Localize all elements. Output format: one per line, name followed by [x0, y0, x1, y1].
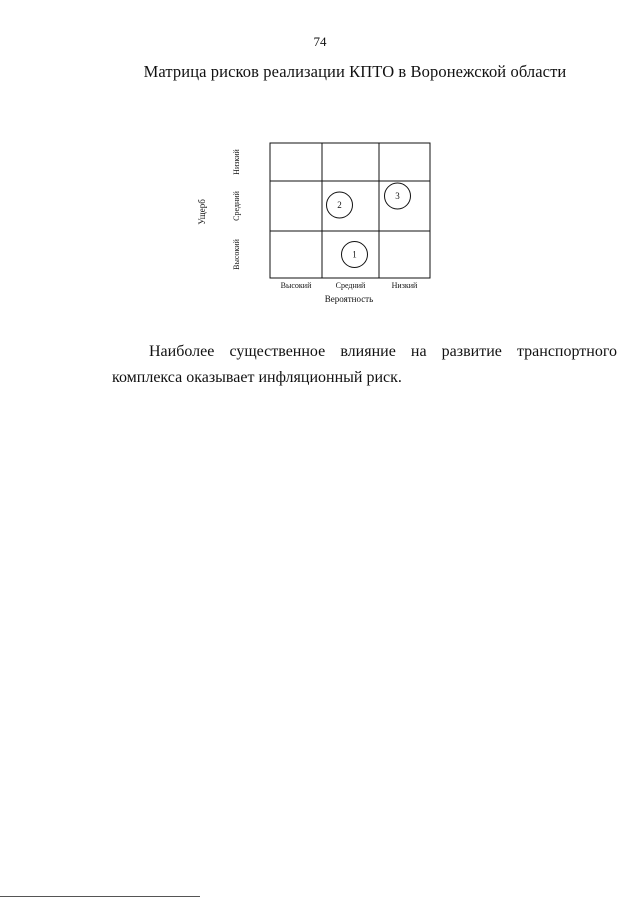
x-tick-label: Низкий	[391, 281, 418, 290]
risk-points	[327, 183, 411, 268]
risk-point	[385, 183, 411, 209]
page-number: 74	[313, 34, 327, 49]
risk-point	[342, 242, 368, 268]
risk-point-label: 1	[352, 249, 357, 260]
y-tick-label: Низкий	[232, 149, 241, 175]
x-axis-label: Вероятность	[324, 294, 374, 304]
y-tick-labels	[232, 148, 241, 269]
x-tick-labels	[281, 281, 418, 290]
x-tick-label: Высокий	[280, 281, 312, 290]
y-tick-label: Средний	[232, 191, 241, 221]
figure-title: Матрица рисков реализации КПТО в Воронежской области	[143, 62, 567, 81]
body-paragraph: Наиболее существенное влияние на развитие транспортного комплекса оказывает инфляционный риск.	[112, 343, 617, 386]
x-tick-label: Средний	[335, 281, 366, 290]
y-tick-label: Высокий	[232, 239, 241, 270]
risk-point	[327, 192, 353, 218]
risk-matrix-chart	[190, 130, 450, 310]
footer-rule	[0, 896, 200, 897]
risk-point-label: 3	[395, 191, 400, 201]
y-axis-label: Ущерб	[197, 199, 207, 225]
risk-point-label: 2	[337, 200, 342, 210]
